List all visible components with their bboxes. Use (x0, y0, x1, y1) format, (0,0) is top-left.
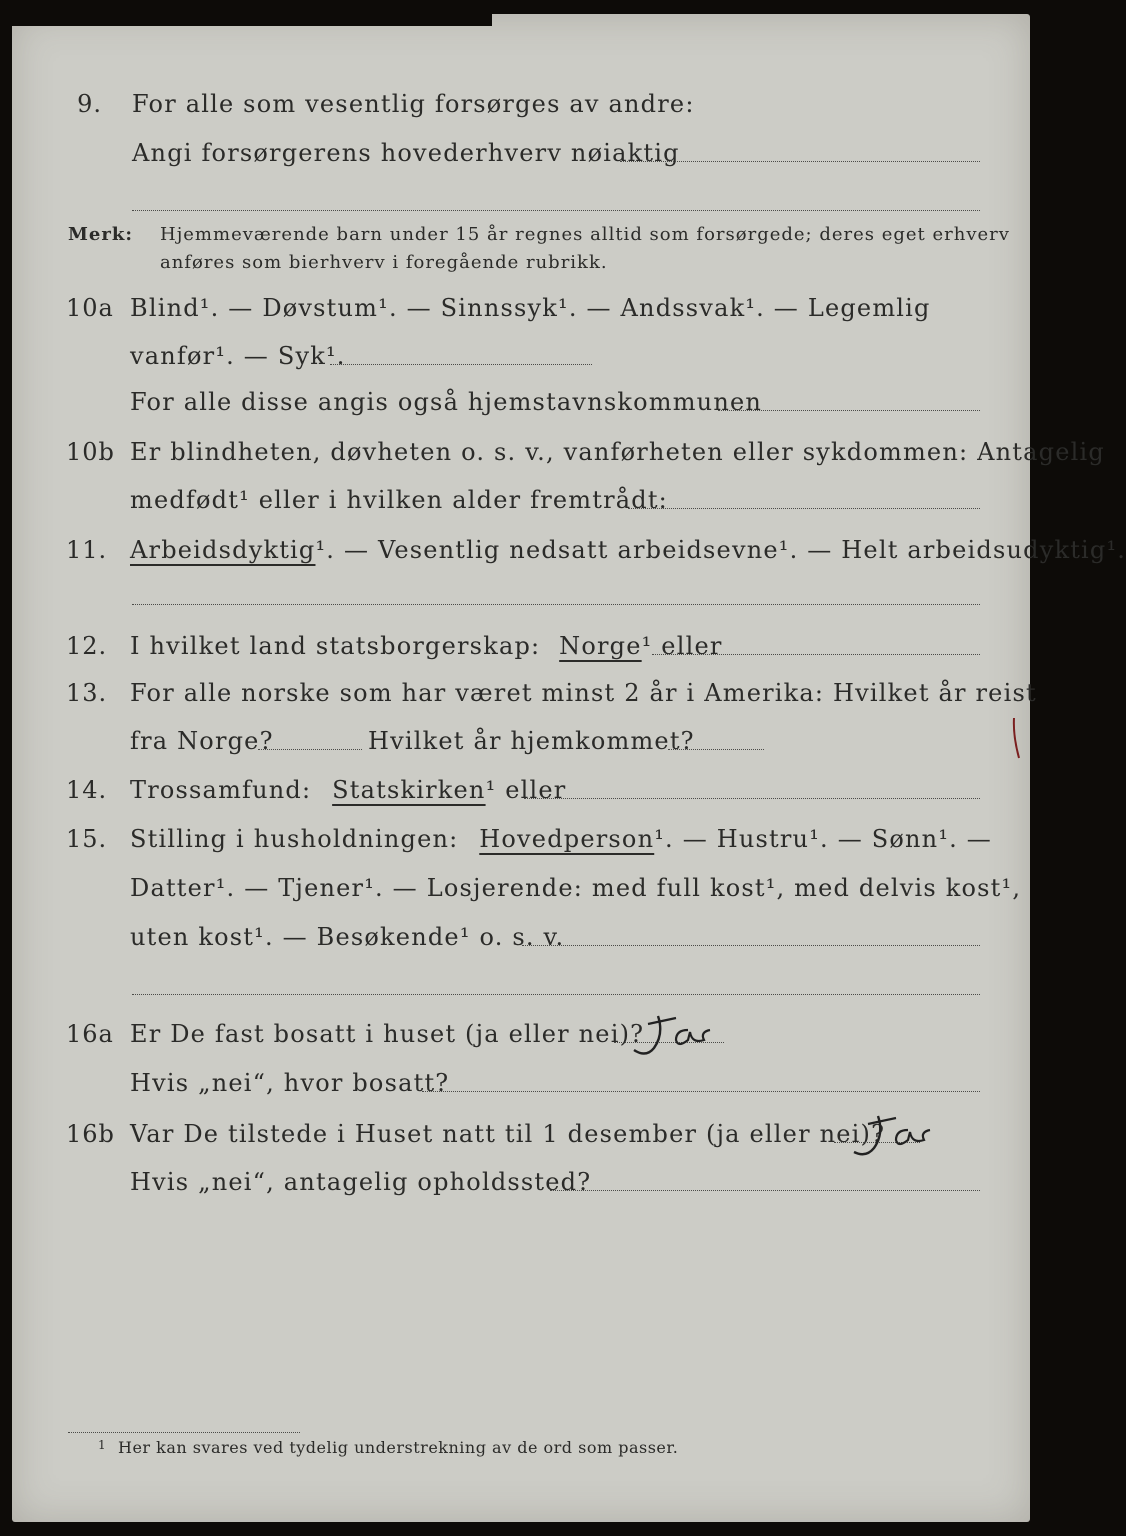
q10a-line1: Blind¹. — Døvstum¹. — Sinnssyk¹. — Andssvak¹. — Legemlig (130, 294, 931, 322)
q16a-line2: Hvis „nei“, hvor bosatt? (130, 1069, 450, 1097)
q11-number: 11. (66, 536, 108, 564)
q14-number: 14. (66, 776, 108, 804)
q15-pre: Stilling i husholdningen: (130, 825, 459, 853)
q16a-line1: Er De fast bosatt i huset (ja eller nei)? (130, 1020, 645, 1048)
q9-line2: Angi forsørgerens hovederhverv nøiaktig (132, 139, 680, 167)
q10a-answer-field[interactable] (330, 364, 592, 365)
footnote-rule (68, 1432, 300, 1433)
q9-answer-field-2[interactable] (132, 210, 980, 211)
q11-line (130, 536, 1126, 564)
q16b-opholdssted-field[interactable] (550, 1190, 980, 1191)
handwritten-margin-mark (1010, 714, 1024, 764)
q15-line1 (130, 825, 992, 853)
q12-line (130, 632, 723, 660)
q16a-handwritten-answer (624, 1010, 724, 1062)
footnote-mark: 1 (98, 1438, 107, 1452)
q12-selected-option[interactable]: Norge (559, 632, 642, 660)
q11-rest: ¹. — Vesentlig nedsatt arbeidsevne¹. — Helt arbeidsudyktig¹. (315, 536, 1126, 564)
q15-number: 15. (66, 825, 108, 853)
q14-selected-option[interactable]: Statskirken (332, 776, 486, 804)
q12-post: ¹ eller (641, 632, 723, 660)
q14-pre: Trossamfund: (130, 776, 312, 804)
q9-line1: For alle som vesentlig forsørges av andre: (132, 90, 695, 118)
q11-answer-field[interactable] (132, 604, 980, 605)
page-top-notch (12, 14, 492, 26)
q13-reist-field[interactable] (258, 749, 362, 750)
q10a-hjemstavn-field[interactable] (718, 410, 980, 411)
q9-number: 9. (77, 90, 102, 118)
q10b-answer-field[interactable] (628, 508, 980, 509)
merk-label: Merk: (68, 224, 133, 245)
census-form-page (12, 14, 1126, 1522)
q16b-line2: Hvis „nei“, antagelig opholdssted? (130, 1168, 592, 1196)
q14-answer-field[interactable] (524, 798, 980, 799)
q12-number: 12. (66, 632, 108, 660)
q15-selected-option[interactable]: Hovedperson (479, 825, 655, 853)
q13-line2a: fra Norge? (130, 727, 274, 755)
q13-hjemkommet-field[interactable] (668, 749, 764, 750)
q16a-number: 16a (66, 1020, 114, 1048)
q15-line3: uten kost¹. — Besøkende¹ o. s. v. (130, 923, 565, 951)
q10a-line3: For alle disse angis også hjemstavnskommunen (130, 388, 763, 416)
q15-line2: Datter¹. — Tjener¹. — Losjerende: med full kost¹, med delvis kost¹, (130, 874, 1022, 902)
q15-post: ¹. — Hustru¹. — Sønn¹. — (654, 825, 993, 853)
q11-selected-option[interactable]: Arbeidsdyktig (130, 536, 316, 564)
q16b-number: 16b (66, 1120, 115, 1148)
q10b-line2: medfødt¹ eller i hvilken alder fremtrådt: (130, 486, 668, 514)
q10b-line1: Er blindheten, døvheten o. s. v., vanførheten eller sykdommen: Antagelig (130, 438, 1105, 466)
q14-post: ¹ eller (485, 776, 567, 804)
merk-line1: Hjemmeværende barn under 15 år regnes alltid som forsørgede; deres eget erhverv (160, 224, 1010, 245)
q15-answer-field[interactable] (522, 945, 980, 946)
q12-answer-field[interactable] (652, 654, 980, 655)
q14-line (130, 776, 566, 804)
q16a-bosatt-field[interactable] (422, 1091, 980, 1092)
q9-answer-field[interactable] (620, 161, 980, 162)
q16b-handwritten-answer (844, 1110, 944, 1162)
q13-line1: For alle norske som har været minst 2 år i Amerika: Hvilket år reist (130, 679, 1037, 707)
q10a-number: 10a (66, 294, 114, 322)
q10b-number: 10b (66, 438, 115, 466)
q13-number: 13. (66, 679, 108, 707)
q16b-line1: Var De tilstede i Huset natt til 1 desember (ja eller nei)? (130, 1120, 886, 1148)
q10a-line2: vanfør¹. — Syk¹. (130, 342, 346, 370)
q12-pre: I hvilket land statsborgerskap: (130, 632, 541, 660)
q15-answer-field-2[interactable] (132, 994, 980, 995)
q13-line2b: Hvilket år hjemkommet? (368, 727, 695, 755)
merk-line2: anføres som bierhverv i foregående rubrikk. (160, 252, 608, 273)
footnote-text: Her kan svares ved tydelig understrekning av de ord som passer. (118, 1438, 679, 1457)
